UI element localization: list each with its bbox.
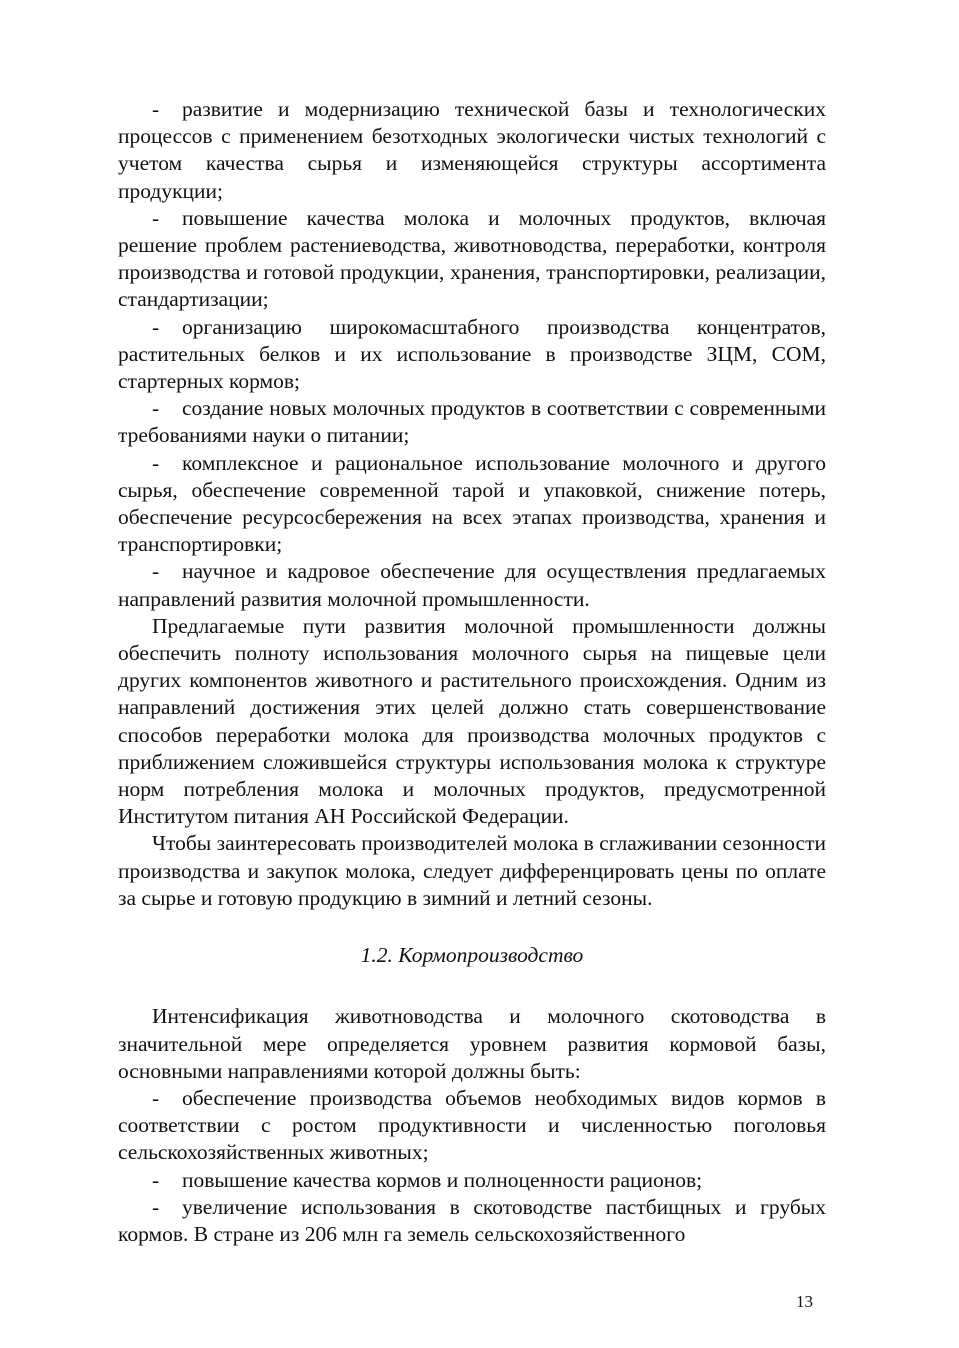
list-dash: - [152,97,160,121]
list-item [118,314,826,396]
list-item-text: повышение качества кормов и полноценности рационов; [182,1167,703,1192]
list-dash: - [152,1194,160,1219]
list-item [118,1194,826,1248]
intro-paragraph: Интенсификация животноводства и молочного скотоводства в значительной мере определяется уровнем развития кормовой базы, основными направлениями которой должны быть: [118,1004,826,1083]
list-item [118,96,826,205]
list-item [118,1085,826,1167]
list-dash: - [152,1167,160,1192]
body-paragraph: Чтобы заинтересовать производителей молока в сглаживании сезонности производства и закупок молока, следует дифференцировать цены по оплате за сырье и готовую продукцию в зимний и летний сезоны. [118,831,826,910]
list-dash: - [152,559,160,584]
body-paragraph: Предлагаемые пути развития молочной промышленности должны обеспечить полноту использования молочного сырья на пищевые цели других компонентов животного и растительного происхождения. Одним из направлений достижения этих целей должно стать совершенствование способов переработки молока для производства молочных продуктов с приближением сложившейся структуры использования молока к структуре норм потребления молока и молочных продуктов, предусмотренной Институтом питания АН Российской Федерации. [118,613,826,829]
section-heading: 1.2. Кормопроизводство [360,943,584,968]
list-item-text: комплексное и рациональное использование молочного и другого сырья, обеспечение современной тарой и упаковкой, снижение потерь, обеспечение ресурсосбережения на всех этапах производства, хранения и транспортировки; [118,450,826,557]
list-dash: - [152,396,160,421]
list-item [118,558,826,612]
list-item-text: обеспечение производства объемов необходимых видов кормов в соответствии с ростом продуктивности и численностью поголовья сельскохозяйственных животных; [118,1085,826,1165]
list-item [118,205,826,314]
list-item-text: организацию широкомасштабного производства концентратов, растительных белков и их использование в производстве ЗЦМ, СОМ, стартерных кормов; [118,314,826,394]
list-dash: - [152,450,160,475]
list-dash: - [152,314,160,339]
list-item-text: повышение качества молока и молочных продуктов, включая решение проблем растениеводства, животноводства, переработки, контроля производства и готовой продукции, хранения, транспортировки, реализации, стандартизации; [118,205,826,312]
list-item-text: научное и кадровое обеспечение для осуществления предлагаемых направлений развития молочной промышленности. [118,559,826,611]
list-item [118,450,826,559]
list-item-text: увеличение использования в скотоводстве пастбищных и грубых кормов. В стране из 206 млн га земель сельскохозяйственного [118,1194,826,1246]
page-number: 13 [796,1292,813,1311]
list-item-text: развитие и модернизацию технической базы и технологических процессов с применением безотходных экологически чистых технологий с учетом качества сырья и изменяющейся структуры ассортимента продукции; [118,97,826,203]
text-block [118,96,826,1248]
list-dash: - [152,205,160,230]
list-item-text: создание новых молочных продуктов в соответствии с современными требованиями науки о питании; [118,396,826,448]
list-item [118,1167,826,1194]
list-dash: - [152,1085,160,1110]
list-item [118,395,826,449]
